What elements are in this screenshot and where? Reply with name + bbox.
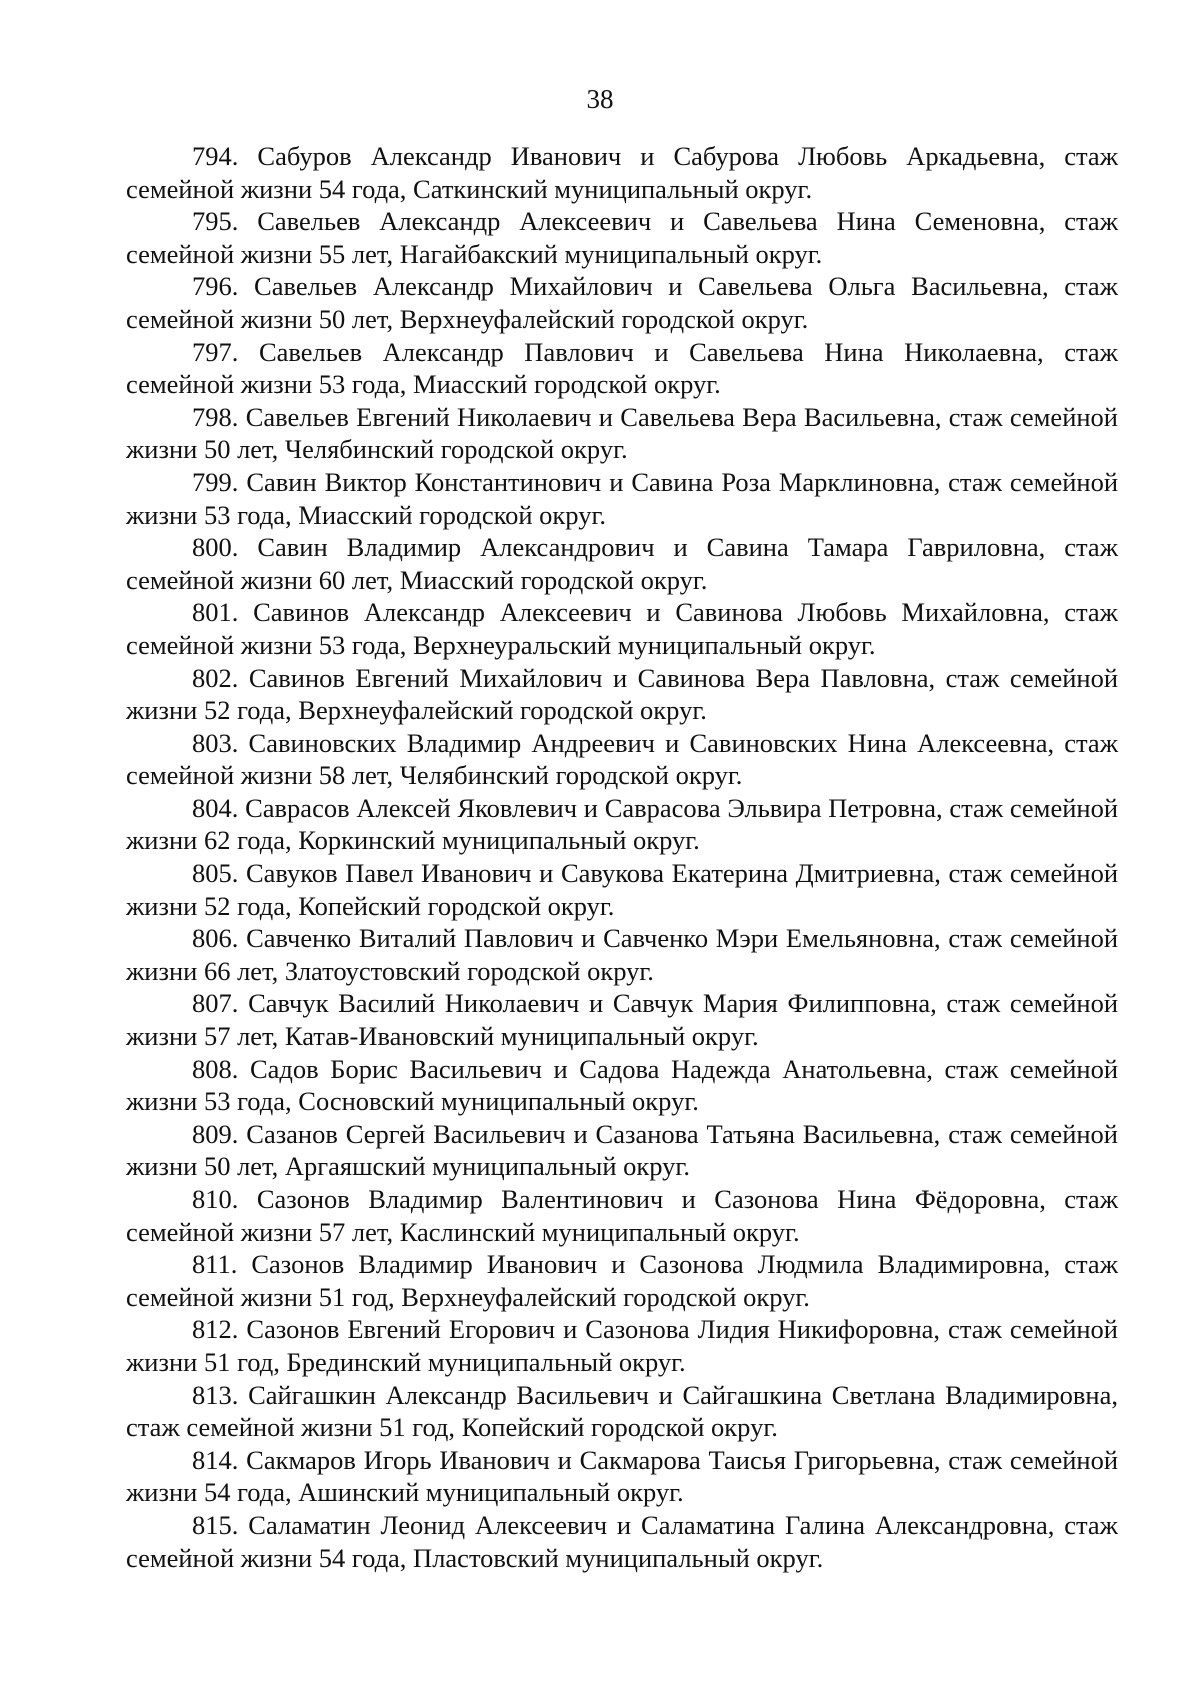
entry-text: Савельев Александр Михайлович и Савельева Ольга Васильевна, стаж семейной жизни 50 лет, Верхнеуфалейский городской округ. [126,271,1118,334]
entry-number: 796. [192,271,239,302]
list-item [126,1183,1118,1248]
entry-text: Саврасов Алексей Яковлевич и Саврасова Эльвира Петровна, стаж семейной жизни 62 года, Коркинский муниципальный округ. [126,792,1118,856]
entry-number: 813. [192,1379,239,1410]
entry-text: Савчук Василий Николаевич и Савчук Мария Филипповна, стаж семейной жизни 57 лет, Катав-Ивановский муниципальный округ. [126,988,1119,1052]
entry-text: Савуков Павел Иванович и Савукова Екатерина Дмитриевна, стаж семейной жизни 52 года, Копейский городской округ. [126,858,1118,921]
list-item [126,1313,1118,1378]
list-item [126,401,1118,466]
entry-text: Савин Владимир Александрович и Савина Тамара Гавриловна, стаж семейной жизни 60 лет, Миасский городской округ. [126,532,1119,595]
entry-number: 800. [192,532,239,563]
entry-number: 797. [192,336,239,367]
entry-number: 803. [192,727,239,758]
entry-number: 812. [192,1314,239,1345]
list-item [126,1248,1118,1313]
list-item [126,205,1118,270]
entry-text: Савченко Виталий Павлович и Савченко Мэри Емельяновна, стаж семейной жизни 66 лет, Златоустовский городской округ. [126,923,1119,986]
list-item [126,662,1118,727]
entry-text: Сазонов Евгений Егорович и Сазонова Лидия Никифоровна, стаж семейной жизни 51 год, Брединский муниципальный округ. [126,1314,1118,1377]
list-item [126,1379,1118,1444]
list-item [126,140,1118,205]
entry-number: 811. [192,1249,238,1280]
entry-text: Савельев Александр Алексеевич и Савельева Нина Семеновна, стаж семейной жизни 55 лет, Нагайбакский муниципальный округ. [126,206,1118,269]
list-item [126,857,1118,922]
entry-text: Савинов Евгений Михайлович и Савинова Вера Павловна, стаж семейной жизни 52 года, Верхнеуфалейский городской округ. [126,662,1118,726]
entry-number: 807. [192,988,239,1019]
list-item [126,727,1118,792]
list-item [126,792,1118,857]
entry-text: Сайгашкин Александр Васильевич и Сайгашкина Светлана Владимировна, стаж семейной жизни 51 год, Копейский городской округ. [126,1379,1118,1443]
list-item [126,1118,1118,1183]
entry-number: 802. [192,662,239,693]
entry-number: 809. [192,1118,239,1149]
entry-text: Савинов Александр Алексеевич и Савинова Любовь Михайловна, стаж семейной жизни 53 года, Верхнеуральский муниципальный округ. [126,597,1118,660]
list-item [126,1053,1118,1118]
entry-list [126,140,1118,1574]
entry-number: 805. [192,858,239,889]
entry-number: 799. [192,466,239,497]
list-item [126,336,1118,401]
entry-number: 804. [192,792,239,823]
list-item [126,466,1118,531]
entry-text: Сазонов Владимир Иванович и Сазонова Людмила Владимировна, стаж семейной жизни 51 год, Верхнеуфалейский городской округ. [126,1249,1118,1312]
entry-text: Савиновских Владимир Андреевич и Савиновских Нина Алексеевна, стаж семейной жизни 58 лет, Челябинский городской округ. [126,727,1119,791]
entry-number: 810. [192,1184,239,1214]
entry-text: Садов Борис Васильевич и Садова Надежда Анатольевна, стаж семейной жизни 53 года, Сосновский муниципальный округ. [126,1053,1119,1117]
list-item [126,987,1118,1052]
entry-text: Сабуров Александр Иванович и Сабурова Любовь Аркадьевна, стаж семейной жизни 54 года, Саткинский муниципальный округ. [126,141,1119,204]
entry-text: Сазонов Владимир Валентинович и Сазонова Нина Фёдоровна, стаж семейной жизни 57 лет, Каслинский муниципальный округ. [126,1184,1119,1247]
entry-number: 814. [192,1444,239,1475]
entry-text: Савельев Александр Павлович и Савельева Нина Николаевна, стаж семейной жизни 53 года, Миасский городской округ. [126,336,1118,400]
entry-text: Савельев Евгений Николаевич и Савельева Вера Васильевна, стаж семейной жизни 50 лет, Челябинский городской округ. [126,401,1118,465]
entry-number: 795. [192,206,239,237]
entry-text: Сазанов Сергей Васильевич и Сазанова Татьяна Васильевна, стаж семейной жизни 50 лет, Аргаяшский муниципальный округ. [126,1118,1118,1182]
entry-number: 808. [192,1053,239,1084]
entry-text: Саламатин Леонид Алексеевич и Саламатина Галина Александровна, стаж семейной жизни 54 года, Пластовский муниципальный округ. [126,1509,1118,1573]
entry-text: Сакмаров Игорь Иванович и Сакмарова Таисья Григорьевна, стаж семейной жизни 54 года, Ашинский муниципальный округ. [126,1444,1119,1508]
list-item [126,1444,1118,1509]
page-number: 38 [586,84,614,114]
entry-text: Савин Виктор Константинович и Савина Роза Марклиновна, стаж семейной жизни 53 года, Миасский городской округ. [126,466,1119,530]
list-item [126,1509,1118,1574]
entry-number: 801. [192,597,239,628]
entry-number: 806. [192,923,239,954]
entry-number: 815. [192,1509,239,1540]
entry-number: 798. [192,401,239,432]
list-item [126,596,1118,661]
list-item [126,531,1118,596]
list-item [126,922,1118,987]
list-item [126,270,1118,335]
entry-number: 794. [192,141,239,171]
